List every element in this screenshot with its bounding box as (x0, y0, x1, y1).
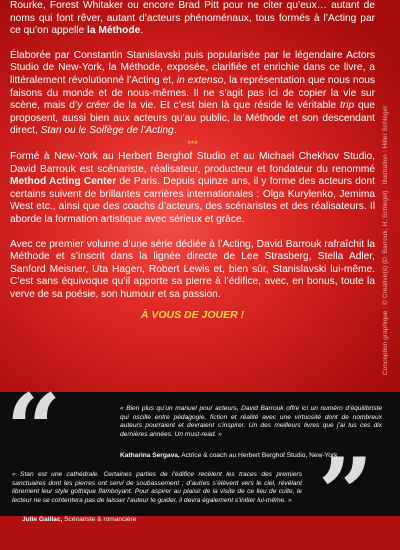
back-cover-text (10, 0, 375, 322)
testimonial-2-author (22, 516, 312, 525)
paragraph-method (10, 50, 375, 138)
text-run: Élaborée par Constantin Stanislavski puis popularisée par le légendaire Actors Studio de New-York, la Méthode, exposée, clarifiée et enrichie dans ce livre, a littéralement révolutionné l’Acting et, (10, 49, 375, 86)
text-run: de Paris. Depuis quinze ans, il y forme des acteurs dont certains suivent de brillantes carrières internationales : Olga Kurylenko, Jemima West etc., ainsi que des coachs d’acteurs, des scénaristes et des réalisateurs. Il aborde la formation artistique avec sérieux et grâce. (10, 176, 375, 225)
method-emphasis: la Méthode (87, 25, 141, 37)
text-run: Method Acting Center (10, 176, 117, 188)
text-run: . (173, 125, 177, 137)
text-run: trip (339, 100, 355, 112)
paragraph-intro (10, 0, 375, 38)
testimonial-2-name: Julie Gaillac, (22, 516, 63, 523)
close-quote-icon: ” (318, 437, 374, 550)
testimonials-band (0, 373, 400, 550)
section-separator: *** (187, 138, 198, 149)
paragraph-author (10, 151, 375, 227)
testimonial-2-text: « Stan est une cathédrale. Certaines parties de l’édifice recèlent les traces des premiers sanctuaires dont les pierres ont servi de soubassement ; d’autres s’élèvent vers le ciel, révélant librement leur style gothique flamboyant. Pour aspirer au plaisir de la visite de ce lieu de culte, le lecteur ne se contentera pas de laisser l’auteur le guider, il devra également s’initier lui-même. » (12, 471, 302, 505)
text-run: Formé à New-York au Herbert Berghof Studio et au Michael Chekhov Studio, David Barrouk est scénariste, réalisateur, producteur et fondateur du renommé (10, 150, 375, 175)
text-run: de la vie. Et c’est bien là que réside le véritable (109, 100, 340, 112)
paragraph-series: Avec ce premier volume d’une série dédiée à l’Acting, David Barrouk rafraîchit la Méthode et s’inscrit dans la lignée directe de Lee Strasberg, Stella Adler, Sanford Meisner, Uta Hagen, Robert Lewis et, bien sûr, Stanislavski lui-même. C’est sans équivoque qu’il apporte sa pierre à l’édifice, avec, en bonus, toute la verve de sa poésie, son humour et sa passion. (10, 238, 375, 300)
call-to-action: À VOUS DE JOUER ! (140, 309, 245, 322)
text-run: in extenso (176, 74, 224, 86)
paragraph-intro-text: Rourke, Forest Whitaker ou encore Brad Pitt pour ne citer qu’eux… autant de noms qui font rêver, autant d’acteurs phénoménaux, tous formés à l’Acting par ce qu’on appelle (10, 0, 375, 37)
credits-vertical: Conception graphique : © Creative(s) (D. Barrouk, H. Schlegel) · Illustration : Hiller Schlegel (382, 106, 389, 375)
paragraph-intro-end: . (140, 25, 144, 37)
text-run: , la représentation que nous nous faisons du monde et de nous-mêmes. Il ne s’agit pas ici de copier la vie sur scène, mais d’ (10, 74, 375, 112)
testimonial-1-text: « Bien plus qu’un manuel pour acteurs, David Barrouk offre ici un numéro d’équilibriste qui oscille entre pédagogie, fiction et réalité avec une virtuosité dont de nombreux auteurs pourraient et devraient s’inspirer. Un des meilleurs livres que j’ai lus ces dix dernières années. Un must-read. » (120, 405, 382, 439)
testimonial-1-role: Actrice & coach au Herbert Berghof Studio, New-York (179, 452, 338, 459)
text-run: y créer (77, 100, 110, 112)
testimonial-1-name: Katharina Sergava, (120, 452, 180, 459)
text-run: Stan ou le Solfège de l’Acting (40, 125, 174, 137)
testimonial-2-role: Scénariste & romancière (62, 516, 137, 523)
open-quote-icon: “ (6, 373, 62, 486)
text-run: que proposent, aussi bien aux acteurs qu’au public, la Méthode et son descendant direct, (10, 100, 375, 137)
